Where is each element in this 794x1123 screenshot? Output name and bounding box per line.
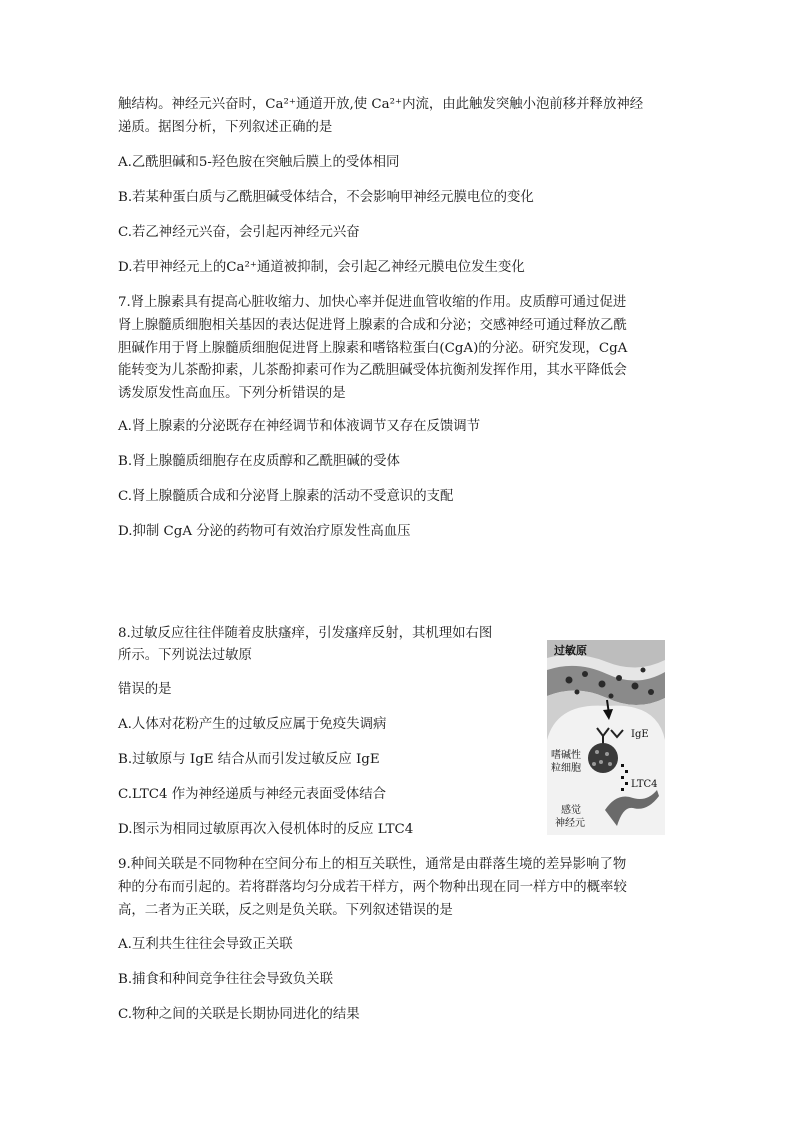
q8-stem-line: 所示。下列说法过敏原 bbox=[118, 648, 252, 663]
q6-stem-line: 递质。据图分析，下列叙述正确的是 bbox=[118, 120, 333, 135]
q8-option-a: A.人体对花粉产生的过敏反应属于免疫失调病 bbox=[118, 717, 387, 732]
q6-option-b: B.若某种蛋白质与乙酰胆碱受体结合，不会影响甲神经元膜电位的变化 bbox=[118, 190, 534, 205]
q7-option-d: D.抑制 CgA 分泌的药物可有效治疗原发性高血压 bbox=[118, 524, 411, 539]
q8-stem-line: 错误的是 bbox=[118, 682, 172, 697]
q9-option-c: C.物种之间的关联是长期协同进化的结果 bbox=[118, 1007, 360, 1022]
q6-option-c: C.若乙神经元兴奋，会引起丙神经元兴奋 bbox=[118, 225, 360, 240]
figure-label-basophil: 粒细胞 bbox=[551, 763, 581, 774]
q8-option-d: D.图示为相同过敏原再次入侵机体时的反应 LTC4 bbox=[118, 822, 414, 837]
figure-label-sensory-neuron: 神经元 bbox=[555, 818, 585, 829]
q7-stem-line: 能转变为儿茶酚抑素，儿茶酚抑素可作为乙酰胆碱受体抗衡剂发挥作用，其水平降低会 bbox=[118, 363, 627, 378]
q7-stem-line: 7.肾上腺素具有提高心脏收缩力、加快心率并促进血管收缩的作用。皮质醇可通过促进 bbox=[118, 295, 627, 310]
q9-stem-line: 高，二者为正关联，反之则是负关联。下列叙述错误的是 bbox=[118, 903, 453, 918]
figure-label-basophil: 嗜碱性 bbox=[551, 750, 581, 761]
q6-option-a: A.乙酰胆碱和5-羟色胺在突触后膜上的受体相同 bbox=[118, 155, 400, 170]
q7-stem-line: 胆碱作用于肾上腺髓质细胞促进肾上腺素和嗜铬粒蛋白(CgA)的分泌。研究发现，CgA bbox=[118, 341, 628, 356]
figure-label-sensory-neuron: 感觉 bbox=[561, 805, 581, 816]
q9-option-b: B.捕食和种间竞争往往会导致负关联 bbox=[118, 972, 333, 987]
q8-option-c: C.LTC4 作为神经递质与神经元表面受体结合 bbox=[118, 787, 387, 802]
q7-option-b: B.肾上腺髓质细胞存在皮质醇和乙酰胆碱的受体 bbox=[118, 454, 400, 469]
q9-stem-line: 9.种间关联是不同物种在空间分布上的相互关联性，通常是由群落生境的差异影响了物 bbox=[118, 857, 627, 872]
figure-label-ltc4: LTC4 bbox=[631, 779, 658, 790]
q8-option-b: B.过敏原与 IgE 结合从而引发过敏反应 IgE bbox=[118, 752, 380, 767]
q6-option-d: D.若甲神经元上的Ca²⁺通道被抑制，会引起乙神经元膜电位发生变化 bbox=[118, 260, 525, 275]
q7-stem-line: 肾上腺髓质细胞相关基因的表达促进肾上腺素的合成和分泌；交感神经可通过释放乙酰 bbox=[118, 318, 627, 333]
figure-label-allergen: 过敏原 bbox=[554, 644, 587, 657]
q8-stem-line: 8.过敏反应往往伴随着皮肤瘙痒，引发瘙痒反射，其机理如右图 bbox=[118, 626, 493, 641]
q7-stem-line: 诱发原发性高血压。下列分析错误的是 bbox=[118, 386, 346, 401]
q6-stem-line: 触结构。神经元兴奋时，Ca²⁺通道开放,使 Ca²⁺内流，由此触发突触小泡前移并释放神经 bbox=[118, 97, 644, 112]
q9-stem-line: 种的分布而引起的。若将群落均匀分成若干样方，两个物种出现在同一样方中的概率较 bbox=[118, 880, 627, 895]
figure-label-ige: IgE bbox=[631, 729, 649, 740]
q7-option-c: C.肾上腺髓质合成和分泌肾上腺素的活动不受意识的支配 bbox=[118, 489, 454, 504]
allergy-mechanism-figure bbox=[547, 640, 665, 835]
q9-option-a: A.互利共生往往会导致正关联 bbox=[118, 937, 293, 952]
q7-option-a: A.肾上腺素的分泌既存在神经调节和体液调节又存在反馈调节 bbox=[118, 419, 481, 434]
